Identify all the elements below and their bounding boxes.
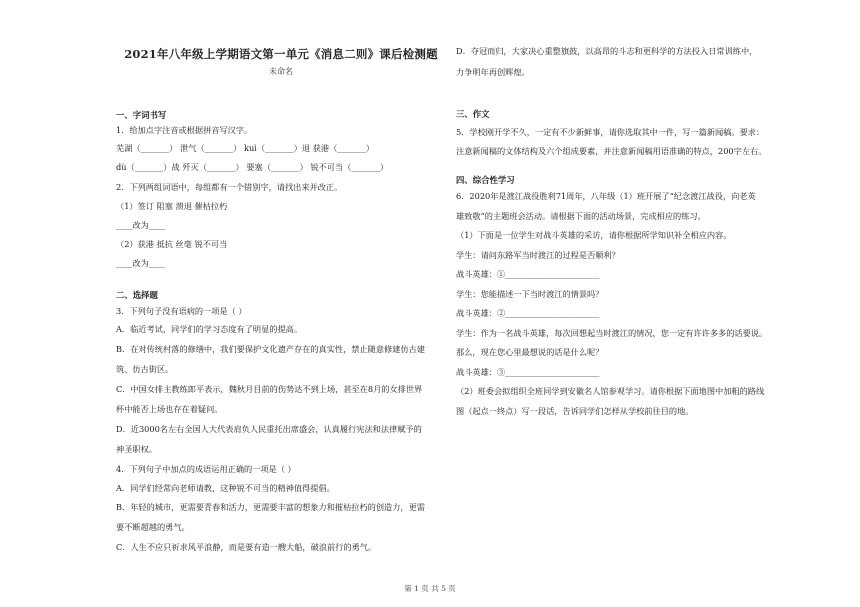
document-line: D．夺冠而归，大家决心重整旗鼓，以高昂的斗志和更科学的方法投入日常训练中， xyxy=(456,46,758,56)
document-line: ____改为____ xyxy=(116,258,166,268)
document-line: 学生：作为一名战斗英雄，每次回想起当时渡江的情况，您一定有许许多多的话要说。 xyxy=(456,328,768,338)
document-line: 神圣职权。 xyxy=(116,444,157,454)
document-line: 要不断超越的勇气。 xyxy=(116,522,190,532)
document-line: （1）下面是一位学生对战斗英雄的采访，请你根据所学知识补全相应内容。 xyxy=(456,230,732,240)
section-heading: 一、字词书写 xyxy=(116,110,167,120)
page-title: 2021年八年级上学期语文第一单元《消息二则》课后检测题 xyxy=(124,47,438,61)
document-line: 筑、仿古街区。 xyxy=(116,364,174,374)
document-line: （2）班委会拟组织全班同学到安徽名人馆参观学习。请你根据下面地图中加粗的路线 xyxy=(456,386,765,396)
document-line: 力争明年再创辉煌。 xyxy=(456,67,530,77)
document-line: 注意新闻稿的文体结构及六个组成要素，并注意新闻稿用语准确的特点，200字左右。 xyxy=(456,146,767,156)
document-line: ____改为____ xyxy=(116,220,166,230)
document-line: 战斗英雄：③_______________________ xyxy=(456,367,600,377)
page-subtitle: 未命名 xyxy=(269,67,293,76)
document-line: 雄致敬”的主题班会活动。请根据下面的活动场景，完成相应的练习。 xyxy=(456,211,706,221)
document-line: 2．下列两组词语中，每组都有一个错别字，请找出来并改正。 xyxy=(116,182,343,192)
document-line: 3．下列句子没有语病的一项是（ ） xyxy=(116,306,247,316)
document-line: 5．学校刚开学不久，一定有不少新鲜事，请你选取其中一件，写一篇新闻稿。要求： xyxy=(456,127,765,137)
document-line: C．人生不应只祈求风平浪静，而是要有造一艘大船，破浪前行的勇气。 xyxy=(116,542,377,552)
section-heading: 三、作文 xyxy=(456,109,490,119)
document-line: D．近3000名左右全国人大代表肩负人民重托出席盛会，认真履行宪法和法律赋予的 xyxy=(116,424,422,434)
document-line: 图（起点一终点）写一段话，告诉同学们怎样从学校前往目的地。 xyxy=(456,406,694,416)
document-line: 战斗英雄：②_______________________ xyxy=(456,308,600,318)
document-line: C．中国女排主教练郎平表示，魏秋月目前的伤势达不到上场，甚至在8月的女排世界 xyxy=(116,384,423,394)
document-line: 战斗英雄：①_______________________ xyxy=(456,269,600,279)
document-line: dù（_______）战 歼灭（_______） 要塞（_______） 锐不可当（_______） xyxy=(116,162,389,172)
document-line: 芜湖（_______） 泄气（_______） kuì（_______）退 获港（_______） xyxy=(116,143,375,153)
document-line: A．同学们经常向老师请教，这种锐不可当的精神值得提倡。 xyxy=(116,483,335,493)
document-line: 学生：您能描述一下当时渡江的情景吗？ xyxy=(456,289,604,299)
page-footer: 第 1 页 共 5 页 xyxy=(404,584,456,593)
section-heading: 四、综合性学习 xyxy=(456,175,515,185)
document-line: 6．2020年是渡江战役胜利71周年，八年级（1）班开展了“纪念渡江战役，向老英 xyxy=(456,191,756,201)
document-line: B．年轻的城市，更需要青春和活力，更需要丰富的想象力和摧枯拉朽的创造力，更需 xyxy=(116,502,425,512)
document-line: 4．下列句子中加点的成语运用正确的一项是（ ） xyxy=(116,464,296,474)
document-line: 那么，现在您心里最想说的话是什么呢？ xyxy=(456,347,604,357)
section-heading: 二、选择题 xyxy=(116,290,158,300)
document-line: B．在对传统村落的修缮中，我们要保护文化遗产存在的真实性，禁止随意修建仿古建 xyxy=(116,344,425,354)
document-line: 杯中能否上场也存在着疑问。 xyxy=(116,404,223,414)
document-line: A．临近考试，同学们的学习态度有了明显的提高。 xyxy=(116,324,303,334)
document-line: （1）签订 阻塞 溃退 催枯拉朽 xyxy=(116,201,228,211)
document-line: 学生：请问东路军当时渡江的过程是否顺利？ xyxy=(456,250,620,260)
document-line: （2）获港 抵抗 丝毫 锐不可当 xyxy=(116,239,228,249)
document-line: 1．给加点字注音或根据拼音写汉字。 xyxy=(116,125,253,135)
